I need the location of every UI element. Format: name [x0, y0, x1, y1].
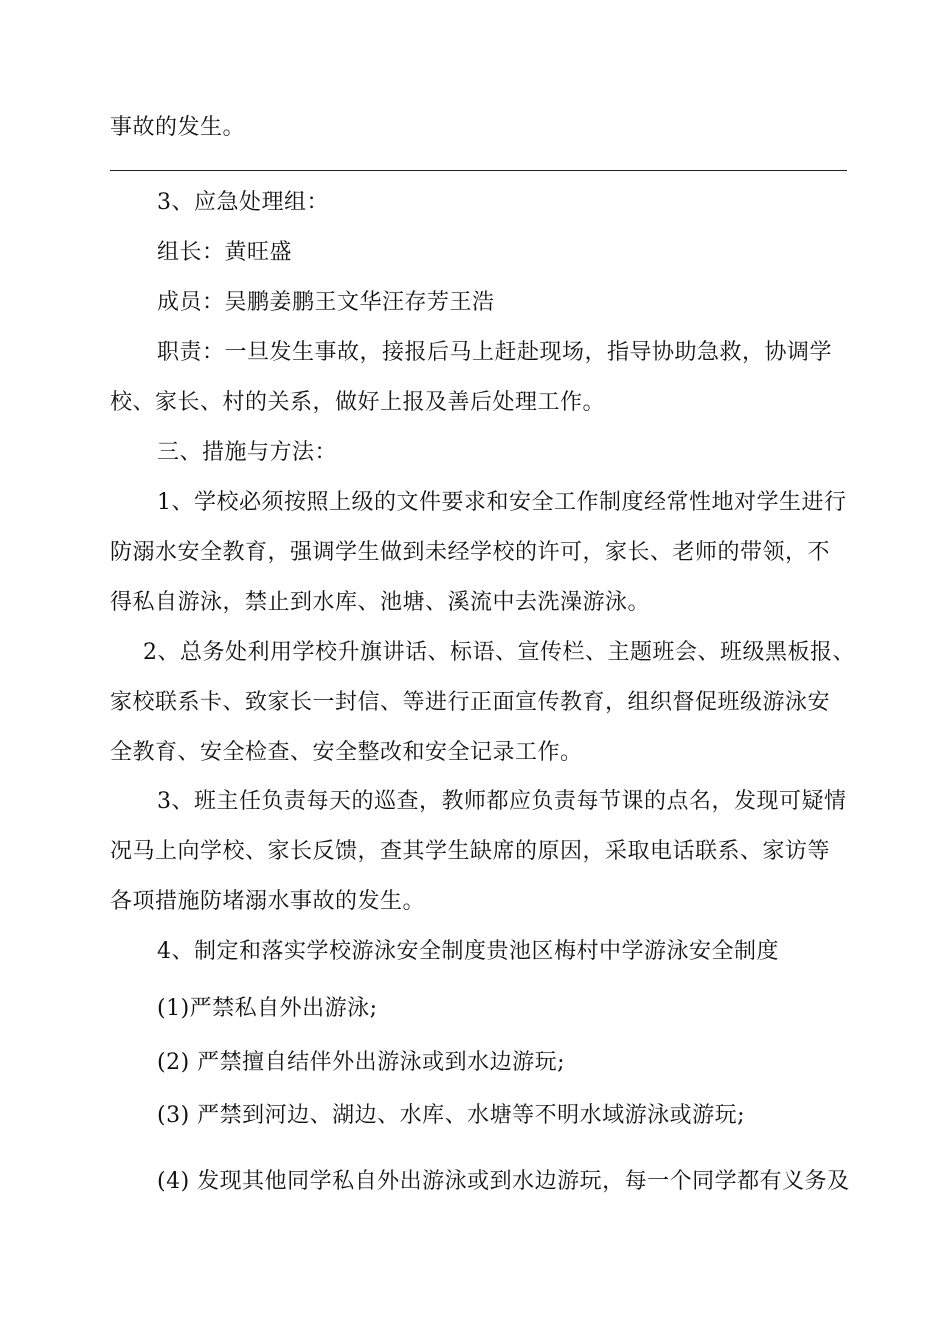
- text-line: 2、总务处利用学校升旗讲话、标语、宣传栏、主题班会、班级黑板报、: [143, 640, 855, 665]
- list-item: (4) 发现其他同学私自外出游泳或到水边游玩，每一个同学都有义务及: [157, 1169, 850, 1194]
- horizontal-divider: [110, 170, 847, 171]
- list-item: (2) 严禁擅自结伴外出游泳或到水边游玩;: [157, 1050, 566, 1075]
- text-line: 事故的发生。: [110, 115, 246, 140]
- text-line: 校、家长、村的关系，做好上报及善后处理工作。: [110, 390, 606, 415]
- text-line: 1、学校必须按照上级的文件要求和安全工作制度经常性地对学生进行: [157, 490, 847, 515]
- text-line: 3、班主任负责每天的巡查，教师都应负责每节课的点名，发现可疑情: [157, 789, 847, 814]
- text-line: 职责：一旦发生事故，接报后马上赶赴现场，指导协助急救，协调学: [157, 340, 833, 365]
- text-line: 防溺水安全教育，强调学生做到未经学校的许可，家长、老师的带领，不: [110, 540, 831, 565]
- text-line: 成员：吴鹏姜鹏王文华汪存芳王浩: [157, 290, 495, 315]
- text-line: 况马上向学校、家长反馈，查其学生缺席的原因，采取电话联系、家访等: [110, 839, 831, 864]
- list-item: (3) 严禁到河边、湖边、水库、水塘等不明水域游泳或游玩;: [157, 1103, 746, 1128]
- text-line: 家校联系卡、致家长一封信、等进行正面宣传教育，组织督促班级游泳安: [110, 690, 831, 715]
- section-heading: 三、措施与方法：: [157, 440, 338, 465]
- list-item: (1)严禁私自外出游泳;: [157, 996, 378, 1021]
- text-line: 全教育、安全检查、安全整改和安全记录工作。: [110, 740, 583, 765]
- text-line: 4、制定和落实学校游泳安全制度贵池区梅村中学游泳安全制度: [157, 939, 779, 964]
- text-line: 组长：黄旺盛: [157, 240, 293, 265]
- text-line: 得私自游泳，禁止到水库、池塘、溪流中去洗澡游泳。: [110, 590, 651, 615]
- section-heading: 3、应急处理组：: [157, 190, 329, 215]
- text-line: 各项措施防堵溺水事故的发生。: [110, 889, 426, 914]
